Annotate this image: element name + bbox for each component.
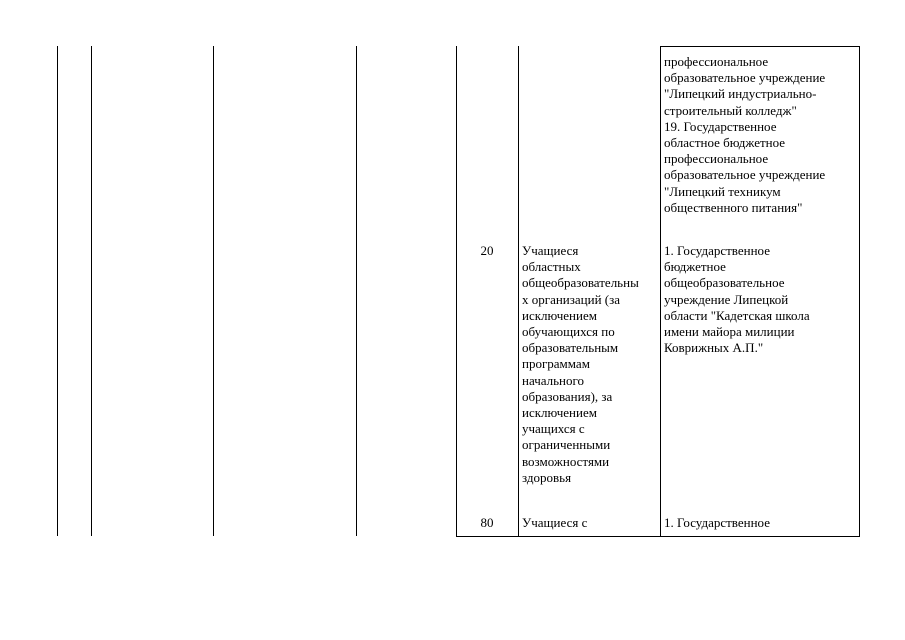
column-border xyxy=(213,46,214,536)
column-border xyxy=(356,46,357,536)
column-border xyxy=(518,46,519,536)
table-cell-number: 80 xyxy=(480,515,494,530)
table-border-top xyxy=(660,46,860,47)
table-cell-category: Учащиеся областных общеобразовательны х организаций (за исключением обучающихся по образовательным программам начального образования), за исключением учащихся с ограниченными возможностями здоровья xyxy=(522,243,639,485)
table-cell-institutions: 1. Государственное бюджетное общеобразовательное учреждение Липецкой области "Кадетская школа имени майора милиции Коврижных А.П." xyxy=(664,243,810,356)
column-border xyxy=(91,46,92,536)
table-cell-category: Учащиеся с xyxy=(522,515,588,530)
table-cell-institutions: профессиональное образовательное учреждение "Липецкий индустриально- строительный колледж" 19. Государственное областное бюджетное профессиональное образовательное учреждение "Липецкий техникум общественного питания" xyxy=(664,54,826,215)
column-border xyxy=(57,46,58,536)
table-cell-number: 20 xyxy=(480,243,494,258)
table-cell-institutions: 1. Государственное xyxy=(664,515,770,530)
table-border-right xyxy=(859,46,860,536)
column-border xyxy=(660,46,661,536)
table-border-bottom xyxy=(456,536,860,537)
table-border-left xyxy=(456,46,457,536)
